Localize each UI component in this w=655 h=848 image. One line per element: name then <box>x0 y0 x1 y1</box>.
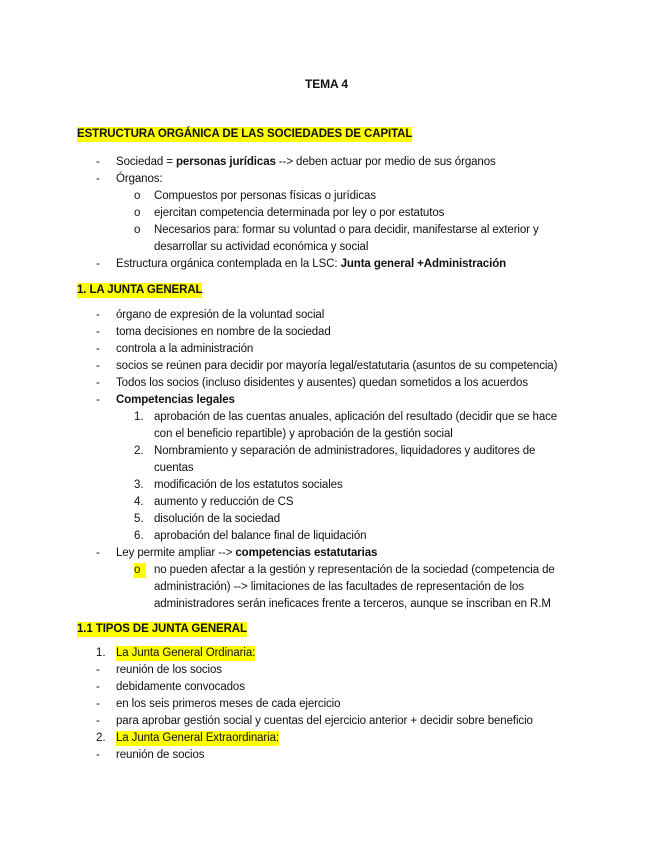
competencia-item: aprobación del balance final de liquidación <box>154 530 367 542</box>
list-item: Todos los socios (incluso disidentes y ausentes) quedan sometidos a los acuerdos <box>116 377 528 389</box>
dash-bullet: - <box>96 698 100 710</box>
dash-bullet: - <box>96 547 100 559</box>
dash-bullet: - <box>96 326 100 338</box>
dash-bullet: - <box>96 173 100 185</box>
section-heading-estructura: ESTRUCTURA ORGÁNICA DE LAS SOCIEDADES DE CAPITAL <box>77 128 413 140</box>
dash-bullet: - <box>96 664 100 676</box>
list-item: en los seis primeros meses de cada ejercicio <box>116 698 341 710</box>
list-item-ley: Ley permite ampliar --> competencias estatutarias <box>116 547 378 559</box>
list-item: toma decisiones en nombre de la sociedad <box>116 326 331 338</box>
list-item: órgano de expresión de la voluntad social <box>116 309 325 321</box>
competencia-item-continuation: cuentas <box>154 462 194 474</box>
dash-bullet: - <box>96 360 100 372</box>
circle-bullet: o <box>134 207 141 219</box>
list-number: 1. <box>134 411 144 423</box>
competencia-item: modificación de los estatutos sociales <box>154 479 343 491</box>
list-item-sociedad: Sociedad = personas jurídicas --> deben actuar por medio de sus órganos <box>116 156 496 168</box>
list-number: 6. <box>134 530 144 542</box>
list-item: reunión de socios <box>116 749 205 761</box>
list-item: para aprobar gestión social y cuentas del ejercicio anterior + decidir sobre beneficio <box>116 715 533 727</box>
junta-extraordinaria-label: La Junta General Extraordinaria: <box>116 732 280 744</box>
sub-item: Necesarios para: formar su voluntad o para decidir, manifestarse al exterior y <box>154 224 539 236</box>
dash-bullet: - <box>96 749 100 761</box>
circle-bullet: o <box>134 190 141 202</box>
dash-bullet: - <box>96 343 100 355</box>
competencia-item-continuation: con el beneficio repartible) y aprobación de la gestión social <box>154 428 453 440</box>
page-title: TEMA 4 <box>305 77 348 91</box>
dash-bullet: - <box>96 681 100 693</box>
list-number: 3. <box>134 479 144 491</box>
list-number: 1. <box>96 647 106 659</box>
list-number: 4. <box>134 496 144 508</box>
sub-item: no pueden afectar a la gestión y representación de la sociedad (competencia de <box>154 564 555 576</box>
list-item: socios se reúnen para decidir por mayoría legal/estatutaria (asuntos de su competencia) <box>116 360 558 372</box>
list-item: reunión de los socios <box>116 664 222 676</box>
dash-bullet: - <box>96 377 100 389</box>
section-heading-junta-general: 1. LA JUNTA GENERAL <box>77 284 203 296</box>
section-heading-tipos-junta: 1.1 TIPOS DE JUNTA GENERAL <box>77 623 247 635</box>
sub-item: Compuestos por personas físicas o jurídicas <box>154 190 376 202</box>
sub-item-continuation: desarrollar su actividad económica y social <box>154 241 369 253</box>
competencia-item: Nombramiento y separación de administradores, liquidadores y auditores de <box>154 445 536 457</box>
sub-item: ejercitan competencia determinada por ley o por estatutos <box>154 207 445 219</box>
circle-bullet: o <box>134 224 141 236</box>
dash-bullet: - <box>96 309 100 321</box>
junta-ordinaria-label: La Junta General Ordinaria: <box>116 647 256 659</box>
circle-bullet-highlighted: o <box>134 563 146 578</box>
sub-item-continuation: administración) --> limitaciones de las facultades de representación de los <box>154 581 524 593</box>
competencia-item: disolución de la sociedad <box>154 513 281 525</box>
competencias-legales-label: Competencias legales <box>116 394 235 406</box>
list-item: debidamente convocados <box>116 681 245 693</box>
competencia-item: aumento y reducción de CS <box>154 496 294 508</box>
list-number: 2. <box>134 445 144 457</box>
dash-bullet: - <box>96 156 100 168</box>
sub-item-continuation: administradores serán ineficaces frente a terceros, aunque se inscriban en R.M <box>154 598 551 610</box>
competencia-item: aprobación de las cuentas anuales, aplicación del resultado (decidir que se hace <box>154 411 558 423</box>
dash-bullet: - <box>96 258 100 270</box>
list-item-organos: Órganos: <box>116 173 163 185</box>
list-number: 2. <box>96 732 106 744</box>
list-item-estructura: Estructura orgánica contemplada en la LSC: Junta general +Administración <box>116 258 507 270</box>
list-item: controla a la administración <box>116 343 254 355</box>
dash-bullet: - <box>96 394 100 406</box>
dash-bullet: - <box>96 715 100 727</box>
list-number: 5. <box>134 513 144 525</box>
